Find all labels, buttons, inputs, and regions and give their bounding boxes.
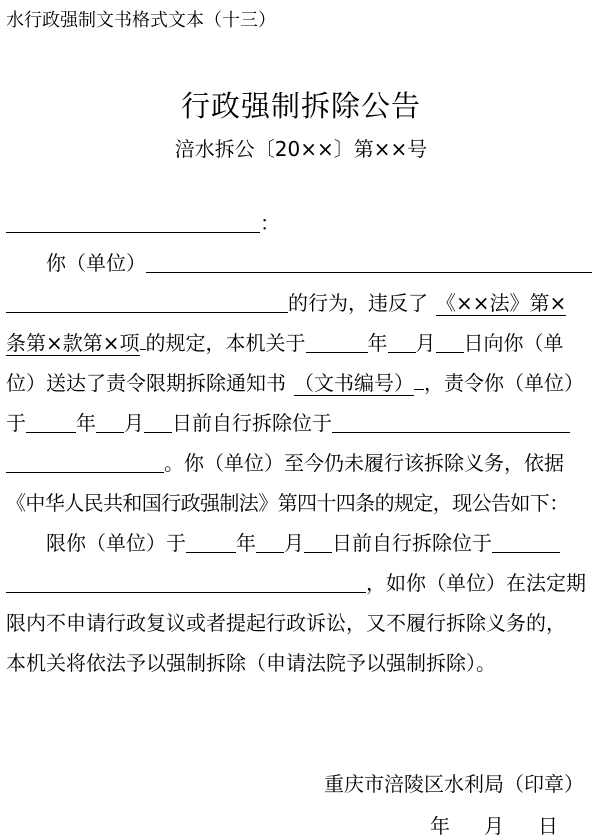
text-violated: 的行为，违反了 xyxy=(288,291,428,315)
form-header: 水行政强制文书格式文本（十三） xyxy=(6,10,276,31)
final-year-label: 年 xyxy=(236,531,256,555)
deadline-month-blank xyxy=(96,410,124,433)
text-order-you: 限你（单位）于 xyxy=(46,531,186,555)
location-blank-cont xyxy=(6,450,164,473)
issuing-authority-signature: 重庆市涪陵区水利局（印章） xyxy=(324,772,584,796)
body-line-5 xyxy=(6,408,596,438)
body-line-11 xyxy=(6,648,596,678)
notice-month-blank xyxy=(388,330,416,353)
final-month-label: 月 xyxy=(284,531,304,555)
body-line-2 xyxy=(6,288,596,318)
text-you-unit: 你（单位） xyxy=(46,251,146,275)
text-served-notice: 位）送达了责令限期拆除通知书 xyxy=(6,371,286,395)
text-enforce: 本机关将依法予以强制拆除（申请法院予以强制拆除）。 xyxy=(6,651,496,675)
body-line-1 xyxy=(6,248,596,278)
final-location-blank-cont xyxy=(6,570,366,593)
final-day-label: 日前自行拆除位于 xyxy=(332,531,492,555)
text-regulation: 的规定，本机关于 xyxy=(145,331,306,355)
text-ordered-you: ，责令你（单位） xyxy=(424,371,584,395)
document-title: 行政强制拆除公告 xyxy=(180,89,421,123)
body-line-7 xyxy=(6,488,596,518)
issue-year-label: 年 xyxy=(430,814,450,838)
body-line-9 xyxy=(6,568,596,598)
body-line-3 xyxy=(6,328,596,358)
text-not-fulfilled: 。你（单位）至今仍未履行该拆除义务，依据 xyxy=(164,451,564,475)
body-line-8 xyxy=(6,528,596,558)
notice-year-label: 年 xyxy=(367,331,388,355)
addressee-colon: ： xyxy=(260,211,280,235)
text-legal-basis: 《中华人民共和国行政强制法》第四十四条的规定，现公告如下： xyxy=(6,491,569,515)
notice-year-blank xyxy=(306,330,368,353)
issue-date xyxy=(430,810,558,839)
deadline-month-label: 月 xyxy=(124,411,144,435)
location-blank xyxy=(332,410,570,433)
body-line-10 xyxy=(6,608,596,638)
law-reference-part1: 《××法》第× xyxy=(436,291,567,315)
law-reference-part2: 条第×款第×项 xyxy=(6,331,140,355)
deadline-day-label: 日前自行拆除位于 xyxy=(172,411,332,435)
final-day-blank xyxy=(304,530,332,553)
document-number-ref: （文书编号） xyxy=(294,371,414,395)
document-number: 涪水拆公〔20××〕第××号 xyxy=(174,137,428,161)
notice-day-blank xyxy=(436,330,464,353)
deadline-year-blank xyxy=(26,410,76,433)
text-no-review: 限内不申请行政复议或者提起行政诉讼，又不履行拆除义务的， xyxy=(6,611,566,635)
party-name-blank xyxy=(146,250,592,273)
notice-day-label: 日向你（单 xyxy=(463,331,564,355)
addressee-blank xyxy=(6,210,260,233)
text-if-you: ，如你（单位）在法定期 xyxy=(366,571,586,595)
notice-month-label: 月 xyxy=(415,331,436,355)
deadline-year-label: 年 xyxy=(76,411,96,435)
deadline-day-blank xyxy=(144,410,172,433)
final-year-blank xyxy=(186,530,236,553)
text-at: 于 xyxy=(6,411,26,435)
issue-month-label: 月 xyxy=(484,814,504,838)
final-month-blank xyxy=(256,530,284,553)
addressee-line xyxy=(6,208,596,238)
final-location-blank xyxy=(492,530,560,553)
issue-day-label: 日 xyxy=(538,814,558,838)
body-line-6 xyxy=(6,448,596,478)
violation-blank xyxy=(6,290,288,313)
body-line-4 xyxy=(6,368,596,398)
